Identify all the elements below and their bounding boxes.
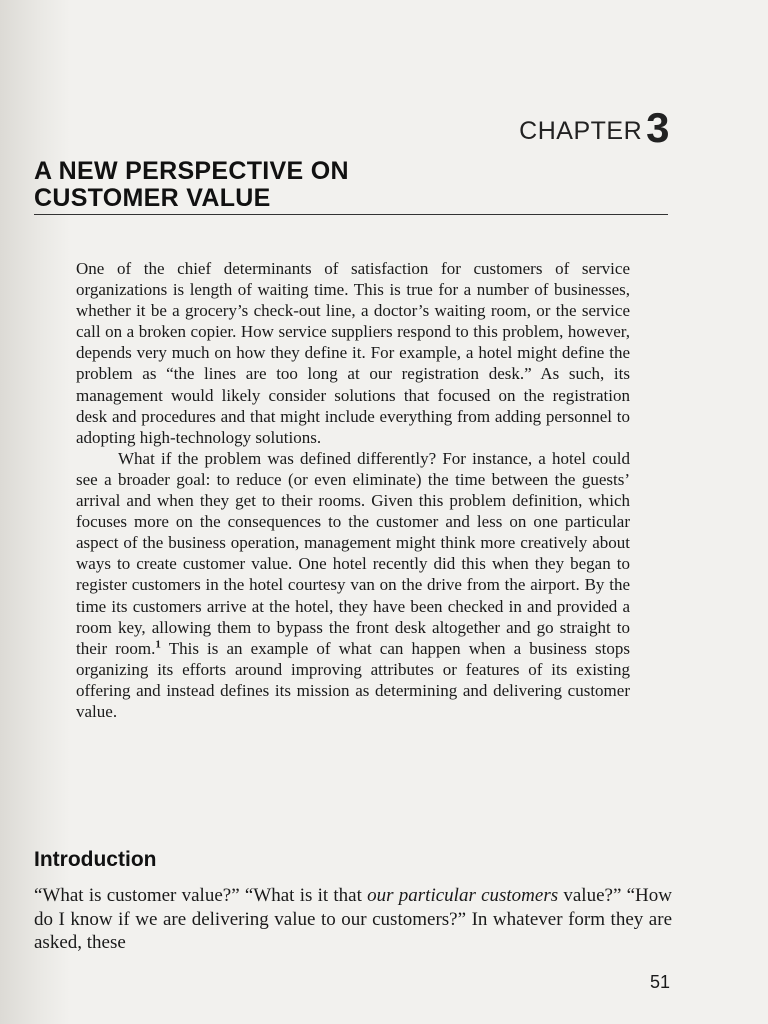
- intro-text-end: value?” “How do I know if we are delivering value to our customers?” In whatever form they are asked, these: [34, 885, 672, 953]
- title-rule: [34, 214, 668, 215]
- section-heading-introduction: Introduction: [34, 848, 157, 871]
- chapter-word: CHAPTER: [519, 117, 643, 145]
- intro-text-start: “What is customer value?” “What is it that: [34, 885, 368, 906]
- chapter-title-line-2: CUSTOMER VALUE: [34, 184, 271, 212]
- footnote-marker: 1: [155, 638, 161, 651]
- paragraph-2-text-continued: This is an example of what can happen when a business stops organizing its efforts around improving attributes or features of its existing offering and instead defines its mission as determining and delivering customer value.: [76, 638, 630, 721]
- opening-paragraph-1: One of the chief determinants of satisfaction for customers of service organizations is length of waiting time. This is true for a number of businesses, whether it be a grocery’s check-out line, a doctor’s waiting room, or the service call on a broken copier. How service suppliers respond to this problem, however, depends very much on how they define it. For example, a hotel might define the problem as “the lines are too long at our registration desk.” As such, its management would likely consider solutions that focused on the registration desk and procedures and that might include everything from adding personnel to adopting high-technology solutions.: [76, 259, 630, 447]
- chapter-title-line-1: A NEW PERSPECTIVE ON: [34, 157, 349, 185]
- paragraph-2-text: What if the problem was defined differently? For instance, a hotel could see a broader goal: to reduce (or even eliminate) the time between the guests’ arrival and when they get to their rooms. Given this problem definition, which focuses more on the consequences to the customer and less on one particular aspect of the business operation, management might think more creatively about ways to create customer value. One hotel recently did this when they began to register customers in the hotel courtesy van on the drive from the airport. By the time its customers arrive at the hotel, they have been checked in and provided a room key, allowing them to bypass the front desk altogether and go straight to their room.: [76, 448, 630, 658]
- opening-section: [76, 258, 630, 722]
- chapter-number: 3: [646, 104, 670, 151]
- introduction-paragraph: [34, 884, 672, 955]
- opening-paragraph-2: [76, 448, 630, 722]
- chapter-title: [34, 158, 674, 212]
- intro-text-emphasis: our particular customers: [367, 885, 559, 906]
- chapter-label: [488, 104, 670, 152]
- page-number: 51: [649, 972, 670, 992]
